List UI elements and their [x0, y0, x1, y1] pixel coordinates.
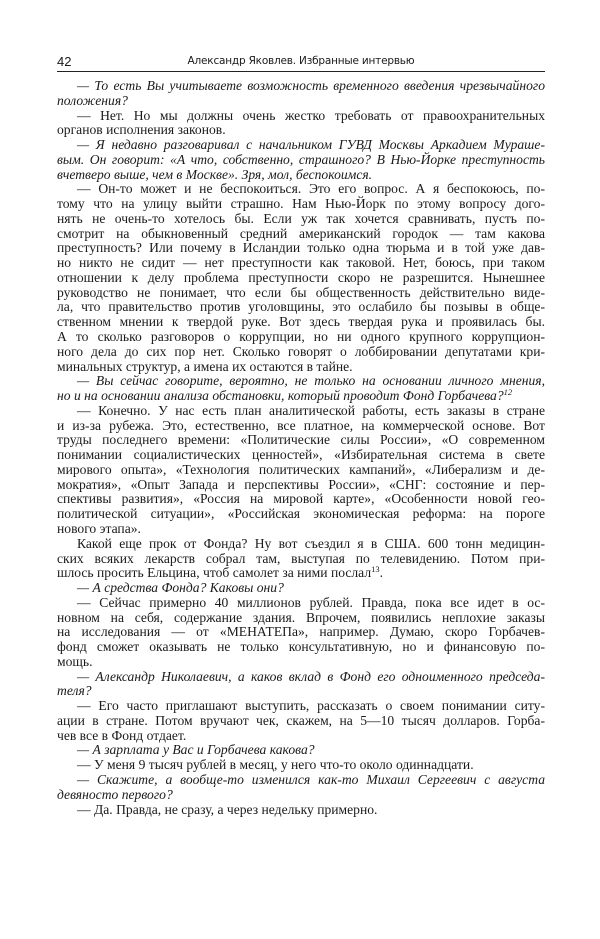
text-line: [57, 596, 545, 611]
text-line: [57, 566, 545, 581]
line-text-tail: .: [379, 565, 384, 581]
line-text: ла, что правительство против уголовщины, это ослабило бы позывы в обще-: [57, 299, 545, 315]
text-line: [57, 241, 545, 256]
text-line: [57, 640, 545, 655]
text-line: [57, 655, 545, 670]
line-text: — Скажите, а вообще-то изменился как-то Михаил Сергеевич с августа: [77, 771, 545, 787]
line-text: положения?: [57, 92, 128, 108]
line-text: ного дела до сих пор нет. Сколько говорят о лоббировании депутатами кри-: [57, 343, 545, 359]
line-text: ственном мнении к твердой руке. Вот здесь твердая рука и проявилась бы.: [57, 314, 545, 330]
text-line: [57, 758, 545, 773]
line-text: девяносто первого?: [57, 786, 173, 802]
text-line: [57, 743, 545, 758]
line-text: А то сколько разговоров о коррупции, но ни одного крупного коррупцион-: [57, 329, 545, 345]
line-text: — Сейчас примерно 40 миллионов рублей. Правда, пока все идет в ос-: [77, 594, 545, 610]
line-text: но и на основании анализа обстановки, который проводит Фонд Горбачева?: [57, 388, 504, 404]
running-header: [57, 54, 545, 72]
text-line: [57, 611, 545, 626]
line-text: Какой еще прок от Фонда? Ну вот съездил я в США. 600 тонн медицин-: [77, 535, 545, 551]
line-text: вым. Он говорит: «А что, собственно, страшного? В Нью-Йорке преступность: [57, 151, 545, 167]
line-text: фонд сможет оказывать не только консультативную, но и финансовую по-: [57, 639, 545, 655]
page-number: 42: [57, 54, 72, 69]
line-text: тому что на улицу выйти страшно. Нам Нью-Йорк по этому вопросу дого-: [57, 196, 545, 212]
text-line: [57, 714, 545, 729]
question-paragraph: [57, 773, 545, 803]
text-line: [57, 286, 545, 301]
text-line: [57, 271, 545, 286]
text-line: [57, 404, 545, 419]
line-text: преступность? Или почему в Исландии только одна тюрьма и в той уже дав-: [57, 240, 545, 256]
text-line: [57, 123, 545, 138]
question-paragraph: [57, 374, 545, 404]
line-text: мирового опыта», «Технология политических кампаний», «Либерализм и де-: [57, 461, 545, 477]
line-text: — Его часто приглашают выступить, рассказать о своем понимании ситу-: [77, 698, 545, 714]
text-line: [57, 803, 545, 818]
line-text: — У меня 9 тысяч рублей в месяц, у него что-то около одиннадцати.: [77, 757, 474, 773]
line-text: — Вы сейчас говорите, вероятно, не только на основании личного мнения,: [77, 373, 545, 389]
text-line: [57, 522, 545, 537]
line-text: отношении к делу проблема преступности скоро не разрешится. Нынешнее: [57, 269, 545, 285]
text-line: [57, 212, 545, 227]
line-text: и из-за рубежа. Это, естественно, все платное, на коммерческой основе. Вот: [57, 417, 545, 433]
text-line: [57, 670, 545, 685]
text-line: [57, 153, 545, 168]
line-text: политической ситуации», «Российская экономическая реформа: на пороге: [57, 506, 545, 522]
text-line: [57, 138, 545, 153]
answer-paragraph: [57, 537, 545, 581]
line-text: — Он-то может и не беспокоиться. Это его вопрос. А я беспокоюсь, по-: [77, 181, 545, 197]
line-text: — Александр Николаевич, а каков вклад в Фонд его одноименного председа-: [77, 668, 545, 684]
line-text: — Я недавно разговаривал с начальником ГУВД Москвы Аркадием Мураше-: [77, 137, 545, 153]
page-body: [57, 79, 545, 817]
line-text: теля?: [57, 683, 92, 699]
line-text: труды последнего времени: «Политические силы России», «О современном: [57, 432, 545, 448]
text-line: [57, 419, 545, 434]
line-text: — Конечно. У нас есть план аналитической работы, есть заказы в стране: [77, 402, 545, 418]
text-line: [57, 699, 545, 714]
text-line: [57, 433, 545, 448]
text-line: [57, 168, 545, 183]
line-text: органов исполнения законов.: [57, 122, 226, 138]
text-line: [57, 478, 545, 493]
question-paragraph: [57, 743, 545, 758]
line-text: — А зарплата у Вас и Горбачева какова?: [77, 742, 315, 758]
line-text: — Да. Правда, не сразу, а через недельку примерно.: [77, 801, 378, 817]
answer-paragraph: [57, 803, 545, 818]
line-text: ации в стране. Потом вручают чек, скажем, на 5—10 тысяч долларов. Горба-: [57, 712, 545, 728]
text-line: [57, 79, 545, 94]
line-text: минальных структур, а имена их остаются в тайне.: [57, 358, 353, 374]
text-line: [57, 492, 545, 507]
text-line: [57, 788, 545, 803]
text-line: [57, 300, 545, 315]
text-line: [57, 537, 545, 552]
footnote-ref[interactable]: 13: [371, 564, 380, 575]
text-line: [57, 448, 545, 463]
text-line: [57, 256, 545, 271]
footnote-ref[interactable]: 12: [503, 387, 513, 398]
line-text: смотрит на обыкновенный средний американский городок — там какова: [57, 225, 545, 241]
line-text: нять не очень-то хотелось бы. Если уж так хочется сравнивать, пусть по-: [57, 210, 545, 226]
text-line: [57, 109, 545, 124]
text-line: [57, 197, 545, 212]
answer-paragraph: [57, 182, 545, 374]
line-text: но никто не сидит — нет преступности как таковой. Нет, боюсь, при таком: [57, 255, 545, 271]
line-text: — А средства Фонда? Каковы они?: [77, 580, 284, 596]
answer-paragraph: [57, 109, 545, 139]
line-text: на исследования — от «МЕНАТЕПа», например. Думаю, скоро Горбачев-: [57, 624, 545, 640]
line-text: спективы развития», «Россия на мировой карте», «Особенности новой гео-: [57, 491, 545, 507]
text-line: [57, 227, 545, 242]
text-line: [57, 463, 545, 478]
running-title: Александр Яковлев. Избранные интервью: [187, 55, 415, 67]
answer-paragraph: [57, 758, 545, 773]
text-line: [57, 773, 545, 788]
line-text: — Нет. Но мы должны очень жестко требовать от правоохранительных: [77, 107, 545, 123]
line-text: вчетверо выше, чем в Москве». Зря, мол, беспокоимся.: [57, 166, 373, 182]
line-text: мощь.: [57, 653, 93, 669]
answer-paragraph: [57, 404, 545, 537]
line-text: мократия», «Опыт Запада и перспективы России», «СНГ: состояние и пер-: [57, 476, 545, 492]
line-text: ских всяких лекарств собрал там, выступая по телевидению. Потом при-: [57, 550, 545, 566]
text-line: [57, 182, 545, 197]
question-paragraph: [57, 581, 545, 596]
text-line: [57, 581, 545, 596]
text-line: [57, 389, 545, 404]
line-text: чев все в Фонд отдает.: [57, 727, 187, 743]
line-text: руководство не понимает, что если бы общественность действительно виде-: [57, 284, 545, 300]
answer-paragraph: [57, 596, 545, 670]
question-paragraph: [57, 79, 545, 109]
line-text: — То есть Вы учитываете возможность временного введения чрезвычайного: [77, 78, 545, 93]
text-line: [57, 360, 545, 375]
question-paragraph: [57, 138, 545, 182]
text-line: [57, 94, 545, 109]
text-line: [57, 625, 545, 640]
line-text: понимании социалистических ценностей», «Избирательная система в свете: [57, 447, 545, 463]
line-text: новном на себя, содержание здания. Впрочем, появились неплохие заказы: [57, 609, 545, 625]
text-line: [57, 684, 545, 699]
text-line: [57, 315, 545, 330]
answer-paragraph: [57, 699, 545, 743]
text-line: [57, 374, 545, 389]
question-paragraph: [57, 670, 545, 700]
text-line: [57, 729, 545, 744]
line-text: шлось просить Ельцина, чтоб самолет за ними послал: [57, 565, 372, 581]
text-line: [57, 330, 545, 345]
line-text: нового этапа».: [57, 520, 141, 536]
text-line: [57, 345, 545, 360]
text-line: [57, 507, 545, 522]
